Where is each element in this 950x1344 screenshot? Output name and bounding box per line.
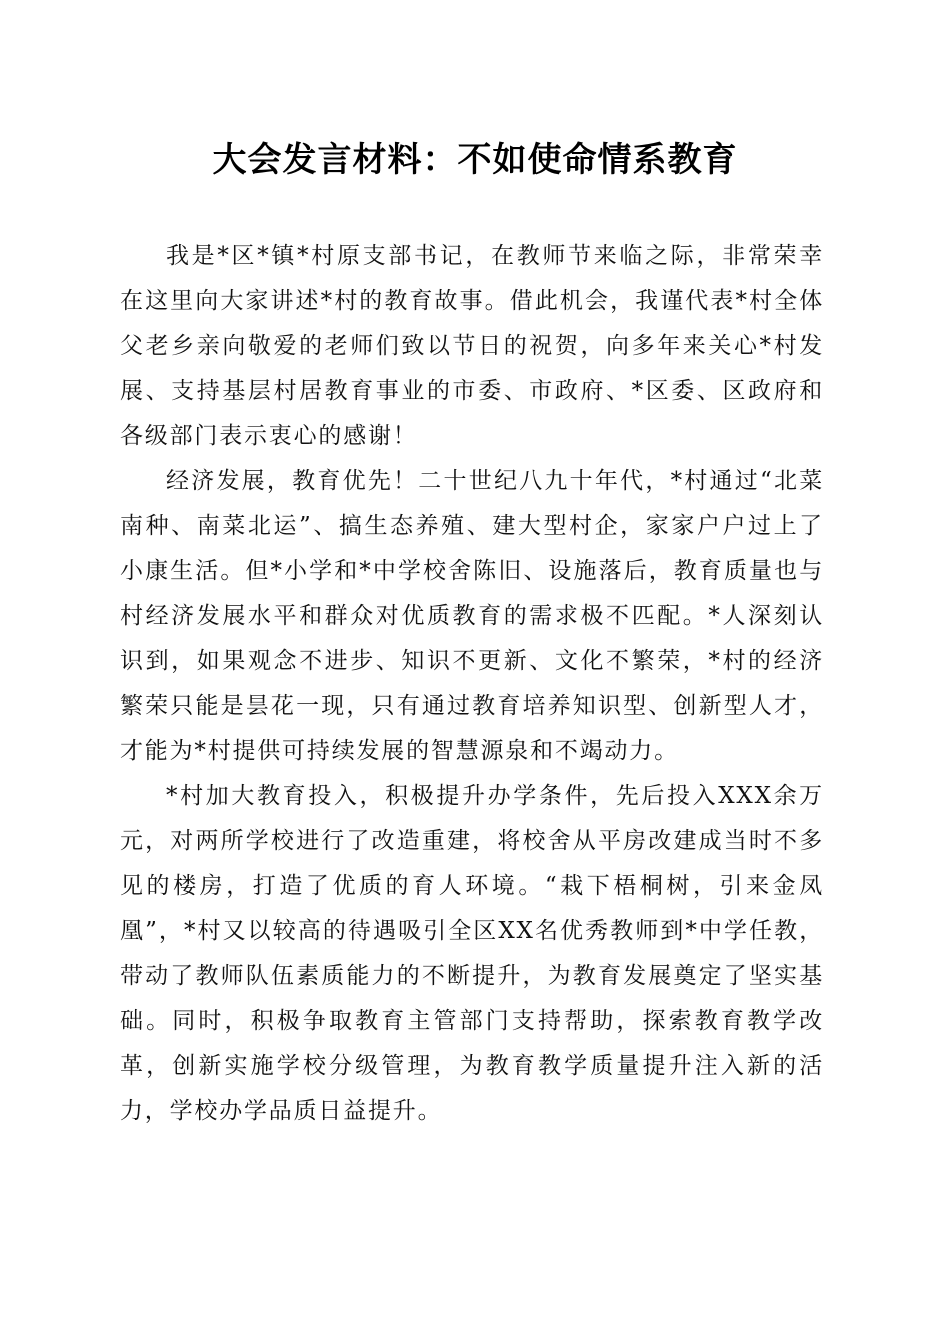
paragraph-economy: 经济发展，教育优先！二十世纪八九十年代，*村通过“北菜南种、南菜北运”、搞生态养殖、建大型村企，家家户户过上了小康生活。但*小学和*中学校舍陈旧、设施落后，教育质量也与村经济发展水平和群众对优质教育的需求极不匹配。*人深刻认识到，如果观念不进步、知识不更新、文化不繁荣，*村的经济繁荣只能是昙花一现，只有通过教育培养知识型、创新型人才，才能为*村提供可持续发展的智慧源泉和不竭动力。 (120, 468, 824, 764)
document-title: 大会发言材料：不如使命情系教育 (212, 140, 738, 180)
paragraph-intro: 我是*区*镇*村原支部书记，在教师节来临之际，非常荣幸在这里向大家讲述*村的教育故事。借此机会，我谨代表*村全体父老乡亲向敬爱的老师们致以节日的祝贺，向多年来关心*村发展、支持基层村居教育事业的市委、市政府、*区委、区政府和各级部门表示衷心的感谢！ (120, 243, 824, 449)
paragraph-investment: *村加大教育投入，积极提升办学条件，先后投入XXX余万元，对两所学校进行了改造重建，将校舍从平房改建成当时不多见的楼房，打造了优质的育人环境。“栽下梧桐树，引来金凤凰”，*村又以较高的待遇吸引全区XX名优秀教师到*中学任教，带动了教师队伍素质能力的不断提升，为教育发展奠定了坚实基础。同时，积极争取教育主管部门支持帮助，探索教育教学改革，创新实施学校分级管理，为教育教学质量提升注入新的活力，学校办学品质日益提升。 (120, 783, 824, 1124)
document-body (120, 234, 824, 1134)
